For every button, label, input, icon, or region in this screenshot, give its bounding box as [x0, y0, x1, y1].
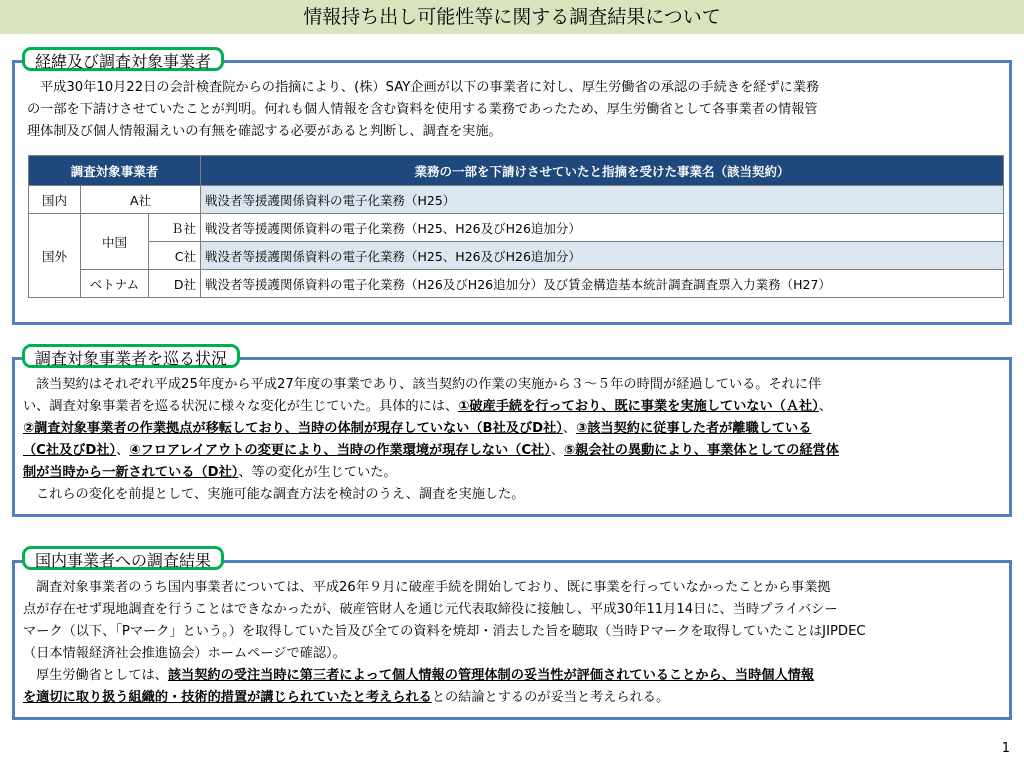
company-cell: A社 [81, 186, 201, 214]
underlined-finding: （C社及びD社） [23, 443, 117, 458]
table-header-companies: 調査対象事業者 [29, 156, 201, 186]
page-number: 1 [1001, 741, 1010, 756]
company-cell: D社 [149, 270, 201, 298]
para-text: 、 [550, 443, 565, 458]
company-cell: Ｂ社 [149, 214, 201, 242]
para-text: い、調査対象事業者を巡る状況に様々な変化が生じていた。具体的には、 [23, 399, 459, 414]
underlined-finding: ⑤親会社の異動により、事業体としての経営体 [564, 443, 839, 458]
work-cell: 戦没者等援護関係資料の電子化業務（H25、H26及びH26追加分） [201, 214, 1004, 242]
section-box-results [12, 560, 1012, 720]
underlined-finding: ③該当契約に従事した者が離職している [576, 421, 812, 436]
para-line: 該当契約はそれぞれ平成25年度から平成27年度の事業であり、該当契約の作業の実施から３～５年の時間が経過している。それに伴 [36, 377, 822, 392]
para-line: 調査対象事業者のうち国内事業者については、平成26年９月に破産手続を開始しており、既に事業を行っていなかったことから事業拠 [36, 580, 831, 595]
para-text: 厚生労働省としては、 [36, 668, 168, 683]
underlined-finding: 制が当時から一新されている（D社） [23, 465, 239, 480]
section-label-background: 経緯及び調査対象事業者 [22, 47, 224, 71]
section-box-situation [12, 357, 1012, 517]
region-cell: 国外 [29, 214, 81, 298]
para-text: 、等の変化が生じていた。 [238, 465, 397, 480]
work-cell: 戦没者等援護関係資料の電子化業務（H25） [201, 186, 1004, 214]
para-line: の一部を下請けさせていたことが判明。何れも個人情報を含む資料を使用する業務であったため、厚生労働省として各事業者の情報管 [27, 102, 818, 117]
para-line: 理体制及び個人情報漏えいの有無を確認する必要があると判断し、調査を実施。 [27, 124, 502, 139]
target-companies-table [28, 155, 1004, 298]
section2-paragraph [23, 374, 999, 506]
para-line: マーク（以下、「Pマーク」という。）を取得していた旨及び全ての資料を焼却・消去した旨を聴取（当時Ｐマークを取得していたことはJIPDEC [23, 624, 866, 639]
country-cell: 中国 [81, 214, 149, 270]
region-cell: 国内 [29, 186, 81, 214]
para-text: 、 [116, 443, 130, 458]
work-cell: 戦没者等援護関係資料の電子化業務（H25、H26及びH26追加分） [201, 242, 1004, 270]
section3-paragraph [23, 577, 999, 709]
section-label-situation: 調査対象事業者を巡る状況 [22, 344, 240, 368]
para-line: これらの変化を前提として、実施可能な調査方法を検討のうえ、調査を実施した。 [36, 487, 525, 502]
underlined-finding: ②調査対象事業者の作業拠点が移転しており、当時の体制が現存していない（B社及びD社） [23, 421, 563, 436]
underlined-finding: ①破産手続を行っており、既に事業を実施していない（Ａ社） [458, 399, 819, 414]
country-cell: ベトナム [81, 270, 149, 298]
underlined-conclusion: 該当契約の受注当時に第三者によって個人情報の管理体制の妥当性が評価されていることから、当時個人情報 [167, 668, 815, 683]
work-cell: 戦没者等援護関係資料の電子化業務（H26及びH26追加分）及び賃金構造基本統計調査調査票入力業務（H27） [201, 270, 1004, 298]
para-line: 点が存在せず現地調査を行うことはできなかったが、破産管財人を通じ元代表取締役に接触し、平成30年11月14日に、当時プライバシー [23, 602, 838, 617]
underlined-finding: ④フロアレイアウトの変更により、当時の作業環境が現存しない（C社） [129, 443, 551, 458]
underlined-conclusion: を適切に取り扱う組織的・技術的措置が講じられていたと考えられる [23, 690, 432, 705]
company-cell: C社 [149, 242, 201, 270]
para-text: 、 [562, 421, 577, 436]
section1-paragraph [27, 77, 1003, 143]
para-line: 平成30年10月22日の会計検査院からの指摘により、(株）SAY企画が以下の事業者に対し、厚生労働省の承認の手続きを経ずに業務 [40, 80, 820, 95]
section-label-results: 国内事業者への調査結果 [22, 546, 224, 570]
para-text: との結論とするのが妥当と考えられる。 [431, 690, 670, 705]
table-header-works: 業務の一部を下請けさせていたと指摘を受けた事業名（該当契約） [201, 156, 1004, 186]
para-text: 、 [818, 399, 833, 414]
page-title: 情報持ち出し可能性等に関する調査結果について [0, 0, 1024, 34]
para-line: （日本情報経済社会推進協会）ホームページで確認）。 [23, 646, 346, 661]
